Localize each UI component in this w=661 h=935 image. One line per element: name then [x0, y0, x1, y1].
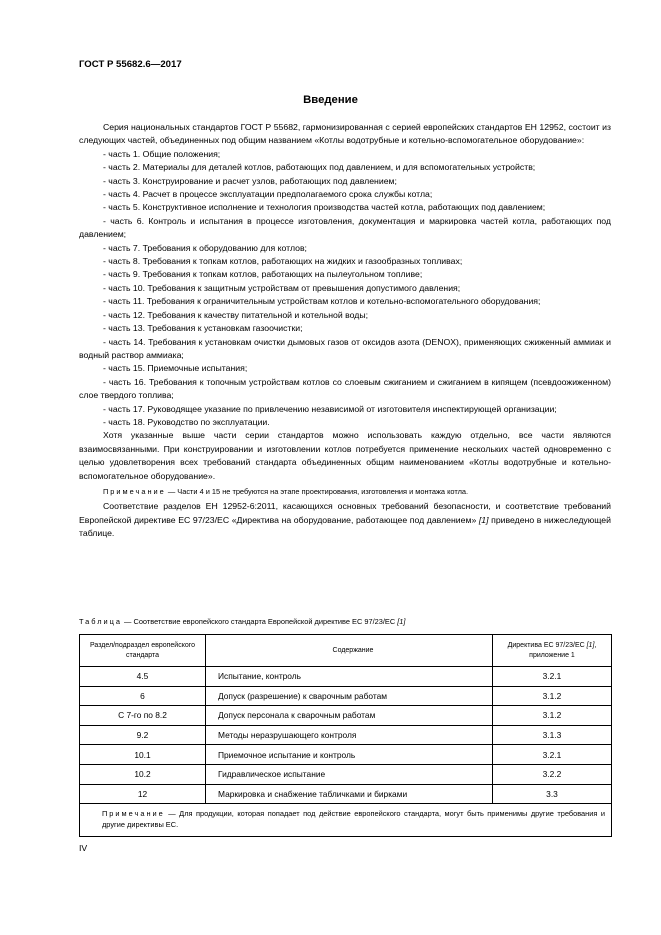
document-header: ГОСТ Р 55682.6—2017 [79, 59, 182, 70]
cell-content: Допуск персонала к сварочным работам [206, 706, 493, 726]
cell-directive: 3.1.3 [493, 725, 612, 745]
cell-section: 6 [80, 686, 206, 706]
part-item: - часть 4. Расчет в процессе эксплуатации предполагаемого срока службы котла; [103, 189, 433, 200]
part-item: - часть 11. Требования к ограничительным устройствам котлов и котельно-вспомогательного оборудования; [103, 296, 541, 307]
correspondence-table [79, 634, 612, 837]
table-caption-reference: [1] [395, 617, 406, 626]
cell-directive: 3.2.1 [493, 667, 612, 687]
table-row [80, 667, 612, 687]
reference-link: [1] [476, 514, 489, 525]
cell-content: Допуск (разрешение) к сварочным работам [206, 686, 493, 706]
table-caption [79, 617, 405, 626]
note-text: — Части 4 и 15 не требуются на этапе проектирования, изготовления и монтажа котла. [165, 486, 469, 496]
table-row [80, 764, 612, 784]
part-item: - часть 5. Конструктивное исполнение и технология производства частей котла, работающих под давлением; [103, 202, 546, 213]
table-row [80, 686, 612, 706]
part-item: - часть 10. Требования к защитным устройствам от превышения допустимого давления; [103, 282, 461, 293]
note-paragraph [79, 485, 611, 498]
header-directive-reference: [1] [584, 642, 595, 649]
cell-section: 4.5 [80, 667, 206, 687]
table-row [80, 706, 612, 726]
header-directive [493, 635, 612, 667]
cell-directive: 3.1.2 [493, 706, 612, 726]
table-row [80, 725, 612, 745]
part-item: - часть 16. Требования к топочным устройствам котлов со слоевым сжиганием и сжиганием в кипящем (псевдоожиженном) слое твердого топлива; [79, 376, 611, 401]
paragraph-compliance [79, 500, 611, 540]
part-item: - часть 1. Общие положения; [103, 148, 221, 159]
part-item: - часть 18. Руководство по эксплуатации. [103, 416, 270, 427]
cell-directive: 3.1.2 [493, 686, 612, 706]
part-item: - часть 2. Материалы для деталей котлов, работающих под давлением, и для вспомогательных устройств; [103, 162, 536, 173]
cell-section: С 7-го по 8.2 [80, 706, 206, 726]
part-item: - часть 9. Требования к топкам котлов, работающих на пылеугольном топливе; [103, 269, 423, 280]
part-item: - часть 13. Требования к установкам газоочистки; [103, 323, 303, 334]
table-note-text: — Для продукции, которая попадает под действие европейского стандарта, могут быть применимы другие требования и другие директивы ЕС. [102, 809, 605, 830]
part-item: - часть 17. Руководящее указание по привлечению независимой от изготовителя инспектирующей организации; [103, 403, 557, 414]
paragraph-interrelation: Хотя указанные выше части серии стандартов можно использовать каждую отдельно, все части являются взаимосвязанными. При конструировании и изготовлении котлов потребуется применение нескольких частей одновременно с целью удовлетворения всех требований стандарта объединенных общим наименованием «Котлы водотрубные и котельно-вспомогательное оборудование». [79, 430, 611, 481]
header-content: Содержание [206, 635, 493, 667]
header-section: Раздел/подраздел европейского стандарта [80, 635, 206, 667]
cell-section: 10.1 [80, 745, 206, 765]
part-item: - часть 14. Требования к установкам очистки дымовых газов от оксидов азота (DENOX), применяющих сжиженный аммиак и водный раствор аммиака; [79, 336, 611, 360]
cell-content: Испытание, контроль [206, 667, 493, 687]
note-label: Примечание [103, 486, 166, 496]
page-number: IV [79, 843, 88, 853]
table-caption-text: — Соответствие европейского стандарта Европейской директиве ЕС 97/23/ЕС [121, 617, 396, 626]
header-directive-annex: , приложение 1 [529, 642, 597, 659]
part-item: - часть 3. Конструирование и расчет узлов, работающих под давлением; [103, 175, 397, 186]
compliance-text: Соответствие разделов ЕН 12952-6:2011, касающихся основных требований безопасности, и соответствие требований Европейской директиве ЕС 97/23/ЕС «Директива на оборудование, работающее под давлением» [79, 501, 611, 525]
section-title: Введение [303, 94, 358, 106]
table-header-row [80, 635, 612, 667]
table-row [80, 784, 612, 804]
table-row [80, 745, 612, 765]
part-item: - часть 12. Требования к качеству питательной и котельной воды; [103, 309, 369, 320]
part-item: - часть 15. Приемочные испытания; [103, 363, 248, 374]
compliance-text-end: приведено в нижеследующей таблице. [79, 514, 611, 539]
table-caption-label: Таблица [79, 617, 122, 626]
intro-paragraph: Серия национальных стандартов ГОСТ Р 55682, гармонизированная с серией европейских стандартов ЕН 12952, состоит из следующих частей, объединенных под общим названием «Котлы водотрубные и котельно-вспомогательное оборудование»: [79, 122, 611, 146]
part-item: - часть 6. Контроль и испытания в процессе изготовления, документация и маркировка частей котла, работающих под давлением; [79, 215, 611, 240]
header-directive-text: Директива ЕС 97/23/ЕС [507, 642, 585, 649]
cell-content: Приемочное испытание и контроль [206, 745, 493, 765]
cell-content: Методы неразрушающего контроля [206, 725, 493, 745]
cell-section: 10.2 [80, 764, 206, 784]
cell-content: Маркировка и снабжение табличками и бирками [206, 784, 493, 804]
cell-section: 12 [80, 784, 206, 804]
table-note-row [80, 804, 612, 837]
part-item: - часть 8. Требования к топкам котлов, работающих на жидких и газообразных топливах; [103, 256, 463, 267]
part-item: - часть 7. Требования к оборудованию для котлов; [103, 242, 307, 253]
cell-content: Гидравлическое испытание [206, 764, 493, 784]
table-note [80, 804, 612, 837]
cell-section: 9.2 [80, 725, 206, 745]
cell-directive: 3.3 [493, 784, 612, 804]
introduction-body [79, 121, 611, 541]
cell-directive: 3.2.1 [493, 745, 612, 765]
table-note-label: Примечание [102, 809, 165, 819]
cell-directive: 3.2.2 [493, 764, 612, 784]
